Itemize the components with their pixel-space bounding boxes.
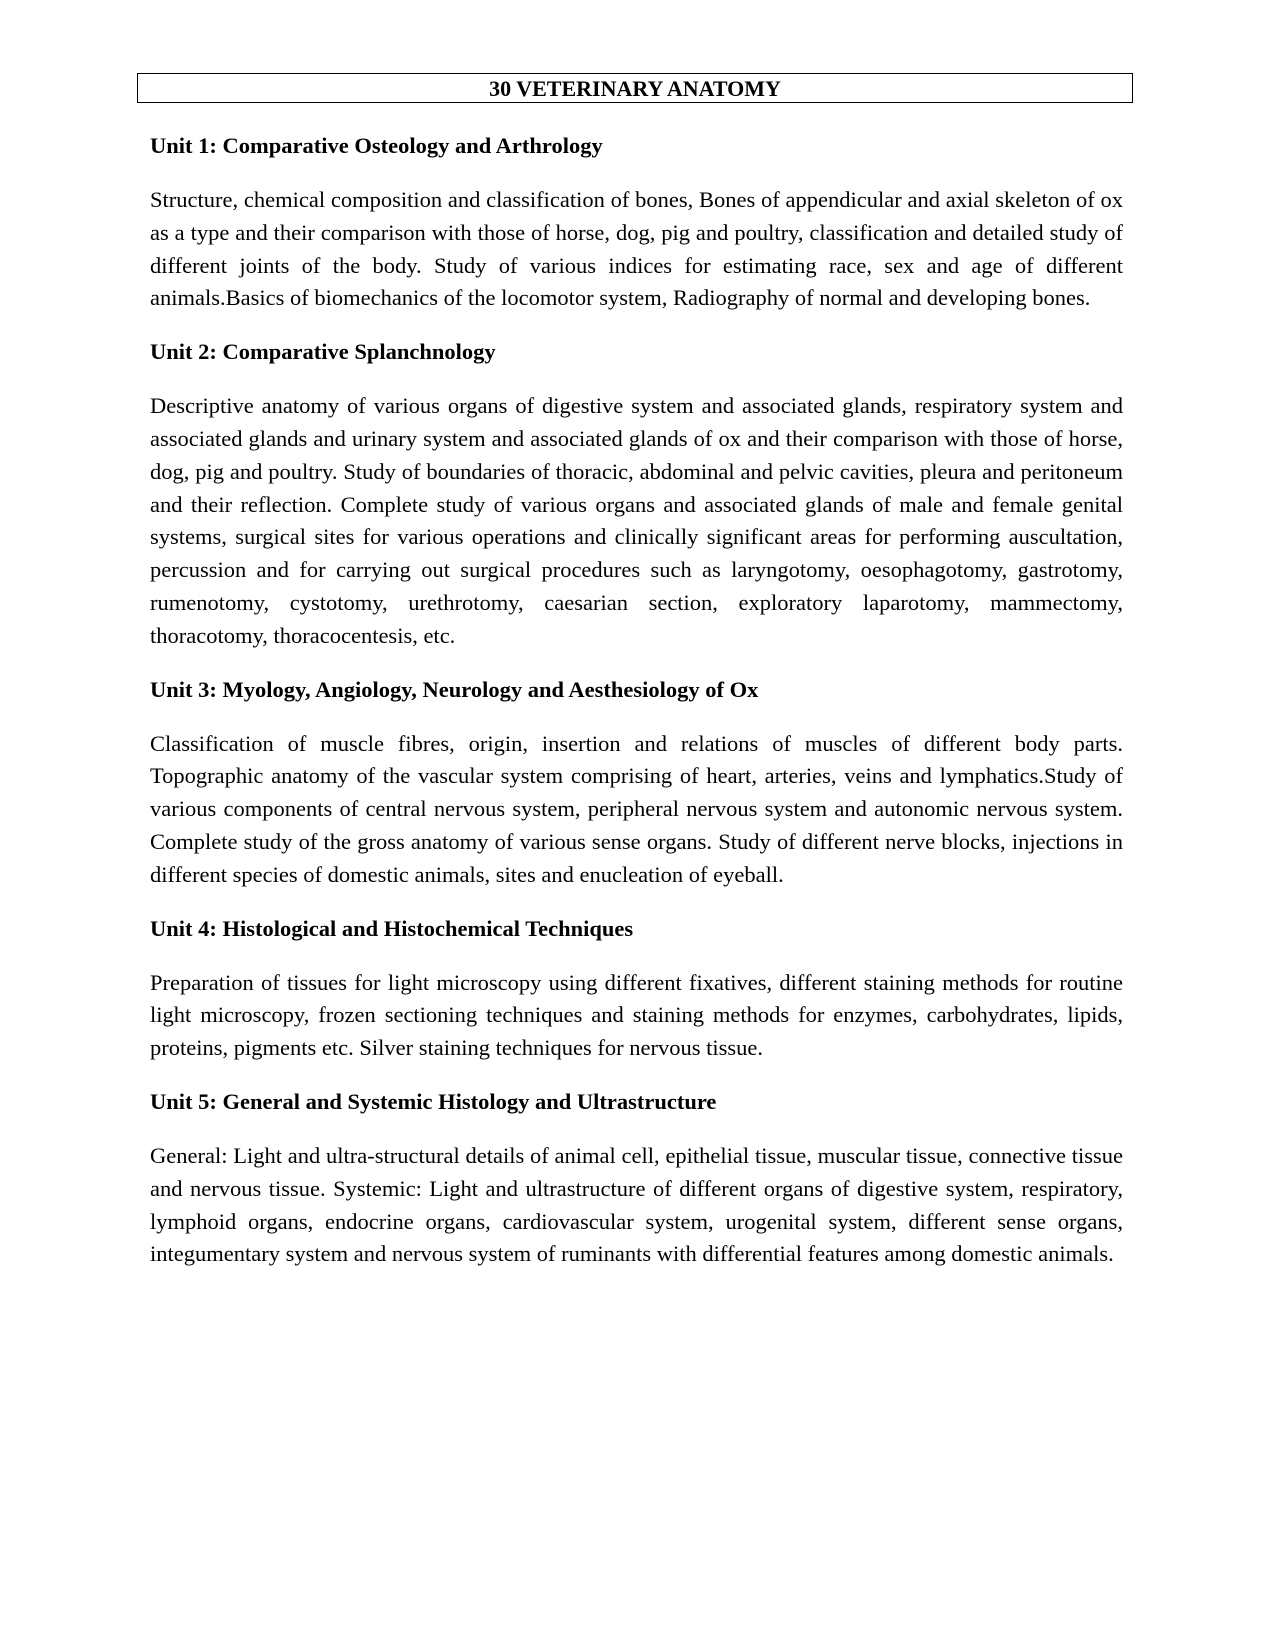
unit-heading: Unit 4: Histological and Histochemical Techniques — [150, 915, 634, 941]
unit-heading: Unit 3: Myology, Angiology, Neurology and Aesthesiology of Ox — [150, 676, 759, 702]
unit-section-2 — [150, 336, 1123, 652]
document-title: 30 VETERINARY ANATOMY — [137, 73, 1133, 103]
unit-body: Classification of muscle fibres, origin, insertion and relations of muscles of different body parts. Topographic anatomy of the vascular system comprising of heart, arteries, veins and lymphatics.Study of various components of central nervous system, peripheral nervous system and autonomic nervous system. Complete study of the gross anatomy of various sense organs. Study of different nerve blocks, injections in different species of domestic animals, sites and enucleation of eyeball. — [150, 730, 1123, 887]
unit-section-3 — [150, 674, 1123, 892]
unit-body: Preparation of tissues for light microscopy using different fixatives, different staining methods for routine light microscopy, frozen sectioning techniques and staining methods for enzymes, carbohydrates, lipids, proteins, pigments etc. Silver staining techniques for nervous tissue. — [150, 969, 1123, 1061]
unit-heading: Unit 2: Comparative Splanchnology — [150, 339, 496, 365]
unit-body: Structure, chemical composition and classification of bones, Bones of appendicular and axial skeleton of ox as a type and their comparison with those of horse, dog, pig and poultry, classification and detailed study of different joints of the body. Study of various indices for estimating race, sex and age of different animals.Basics of biomechanics of the locomotor system, Radiography of normal and developing bones. — [150, 187, 1123, 311]
document-content — [150, 130, 1123, 1292]
unit-section-5 — [150, 1086, 1123, 1271]
unit-body: General: Light and ultra-structural details of animal cell, epithelial tissue, muscular tissue, connective tissue and nervous tissue. Systemic: Light and ultrastructure of different organs of digestive system, respiratory, lymphoid organs, endocrine organs, cardiovascular system, urogenital system, different sense organs, integumentary system and nervous system of ruminants with differential features among domestic animals. — [150, 1142, 1123, 1267]
unit-section-4 — [150, 913, 1123, 1065]
unit-heading: Unit 5: General and Systemic Histology and Ultrastructure — [150, 1088, 717, 1114]
unit-body: Descriptive anatomy of various organs of digestive system and associated glands, respiratory system and associated glands and urinary system and associated glands of ox and their comparison with those of horse, dog, pig and poultry. Study of boundaries of thoracic, abdominal and pelvic cavities, pleura and peritoneum and their reflection. Complete study of various organs and associated glands of male and female genital systems, surgical sites for various operations and clinically significant areas for performing auscultation, percussion and for carrying out surgical procedures such as laryngotomy, oesophagotomy, gastrotomy, rumenotomy, cystotomy, urethrotomy, caesarian section, exploratory laparotomy, mammectomy, thoracotomy, thoracocentesis, etc. — [150, 393, 1123, 648]
unit-heading: Unit 1: Comparative Osteology and Arthrology — [150, 133, 603, 158]
unit-section-1 — [150, 130, 1123, 315]
